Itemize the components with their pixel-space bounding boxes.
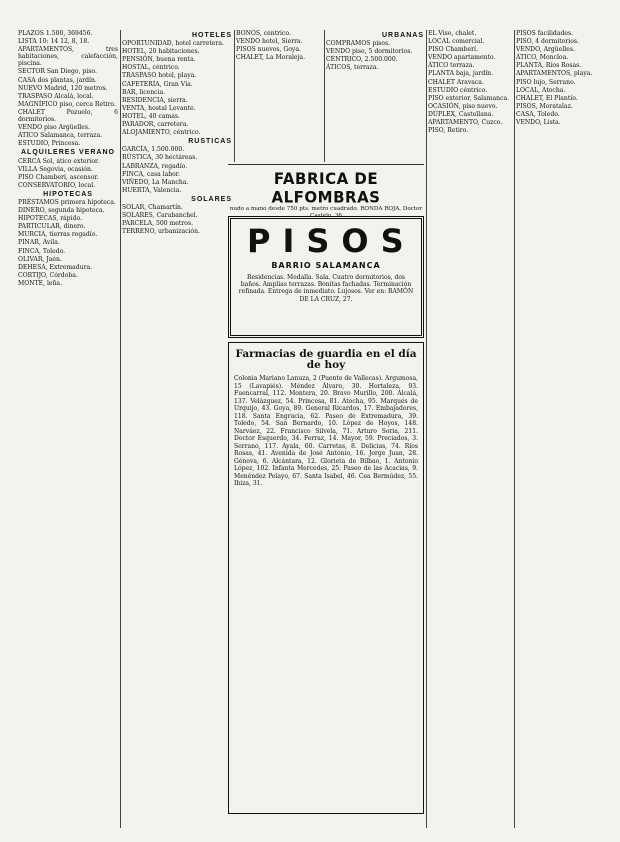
classified-ad: CÉNTRICO, 2.500.000. bbox=[326, 56, 398, 64]
classified-ad: DÚPLEX, Castellana. bbox=[428, 110, 494, 118]
classified-ad: ÁTICOS, terraza. bbox=[326, 64, 379, 72]
column-rule bbox=[426, 30, 427, 828]
classified-ad: TRASPASO Alcalá, local. bbox=[18, 92, 94, 100]
farmacias-body: Colonia Mariano Lanuza, 2 (Puente de Vallecas). Argumosa, 15 (Lavapiés). Méndez Álvaro, 30. Hortaleza, 93. Fuencarral, 112. Montera, 20. Bravo Murillo, 200. Alcalá, 137. Velázquez, 54. Princesa, 81. Atocha, 95. Marqués de Urquijo, 43. Goya, 89. General Ricardos, 17. Embajadores, 118. Santa Engracia, 62. Paseo de Extremadura, 39. Toledo, 54. San Bernardo, 10. López de Hoyos, 148. Narváez, 22. Francisco Silvela, 71. Arturo Soria, 211. Doctor Esquerdo, 34. Ferraz, 14. Mayor, 59. Preciados, 3. Serrano, 117. Ayala, 60. Carretas, 8. Delicias, 74. Ríos Rosas, 41. Avenida de José Antonio, 16. Jorge Juan, 28. Génova, 6. Alcántara, 12. Glorieta de Bilbao, 1. Antonio López, 102. Infanta Mercedes, 25. Paseo de las Acacias, 9. Menéndez Pelayo, 67. Santa Isabel, 46. Cea Bermúdez, 55. Ibiza, 31. bbox=[234, 375, 418, 487]
classified-ad: VENDO hotel, Sierra. bbox=[236, 38, 303, 46]
classified-ad: PISO lujo, Serrano. bbox=[516, 78, 576, 86]
classified-ad: ALOJAMIENTO, céntrico. bbox=[122, 129, 201, 137]
classified-ad: NUEVO Madrid, 120 metros. bbox=[18, 84, 108, 92]
column-rule bbox=[120, 30, 121, 828]
classified-ad: CORTIJO, Córdoba. bbox=[18, 271, 78, 279]
classified-ad: PISO, 4 dormitorios. bbox=[516, 38, 579, 46]
classified-ad: OCASIÓN, piso nuevo. bbox=[428, 102, 498, 110]
classified-ad: ÁTICO terraza. bbox=[428, 62, 475, 70]
fabrica-alfombras-ad bbox=[228, 170, 424, 210]
classified-ad: TRASPASO hotel, playa. bbox=[122, 72, 197, 80]
classified-ad: EL Viso, chalet. bbox=[428, 30, 477, 37]
classified-ad: ESTUDIO céntrico. bbox=[428, 86, 488, 94]
classified-ad: PLANTA baja, jardín. bbox=[428, 70, 494, 78]
pisos-salamanca-ad bbox=[228, 216, 424, 338]
classified-column-3 bbox=[236, 30, 322, 160]
classified-ad: BONOS, céntrico. bbox=[236, 30, 291, 37]
classified-ad: MONTE, leña. bbox=[18, 279, 63, 287]
farmacias-de-guardia-box bbox=[228, 342, 424, 814]
classified-ad: CHALET, El Plantío. bbox=[516, 94, 578, 102]
classified-ad: CASA, Toledo. bbox=[516, 110, 560, 118]
classified-ad: VENTA, hostal Levante. bbox=[122, 104, 196, 112]
classified-ad: MAGNÍFICO piso, cerca Retiro. bbox=[18, 100, 116, 108]
column-rule bbox=[324, 30, 325, 162]
classified-ad: DEHESA, Extremadura. bbox=[18, 263, 93, 271]
classified-ad: OPORTUNIDAD, hotel carretera. bbox=[122, 40, 224, 48]
classified-ad: PISO Chamberí, ascensor. bbox=[18, 173, 99, 181]
section-heading-solares: SOLARES bbox=[191, 195, 232, 203]
classified-ad: APARTAMENTOS, tres habitaciones, calefacción, piscina. bbox=[18, 46, 118, 68]
classified-ad: CHALET Pozuelo, 6 dormitorios. bbox=[18, 108, 118, 124]
classified-ad: LOCAL comercial. bbox=[428, 38, 485, 46]
classified-ad: PLAZOS 1.500, 369456. bbox=[18, 30, 93, 37]
classified-column-6 bbox=[516, 30, 608, 828]
classified-ad: PARADOR, carretera. bbox=[122, 121, 189, 129]
pisos-body: Residencias. Medalla. Sala. Cuatro dormitorios, dos baños. Amplias terrazas. Bonitas fachadas. Terminación refinada. Entrega de inmediato. Lujosos. Ver en: RAMÓN DE LA CRUZ, 27. bbox=[238, 274, 414, 303]
classified-ad: CHALET, La Moraleja. bbox=[236, 54, 306, 62]
classified-ad: PISO Chamberí. bbox=[428, 46, 478, 54]
classified-column-2 bbox=[122, 30, 232, 828]
classified-column-4 bbox=[326, 30, 424, 160]
classified-ad: PINAR, Ávila. bbox=[18, 239, 60, 247]
classified-ad: PARCELA, 500 metros. bbox=[122, 220, 194, 228]
classified-ad: HIPOTECAS, rápido. bbox=[18, 215, 83, 223]
classified-ad: PENSIÓN, buena renta. bbox=[122, 56, 196, 64]
classified-ad: TERRENO, urbanización. bbox=[122, 228, 200, 236]
classified-ad: ESTUDIO, Princesa. bbox=[18, 140, 81, 148]
column-rule bbox=[234, 30, 235, 162]
fabrica-subtitle: nudo a mano desde 750 pts. metro cuadrado. RONDA ROJA, Doctor bbox=[229, 206, 423, 212]
classified-ad: PRÉSTAMOS primera hipoteca. bbox=[18, 198, 116, 206]
classified-ad: DINERO, segunda hipoteca. bbox=[18, 207, 105, 215]
classified-ad: VIÑEDO, La Mancha. bbox=[122, 178, 189, 186]
classified-ad: ÁTICO Salamanca, terraza. bbox=[18, 132, 103, 140]
pisos-title: PISOS bbox=[247, 222, 416, 260]
classified-ad: APARTAMENTOS, playa. bbox=[516, 70, 593, 78]
divider bbox=[228, 164, 424, 165]
newspaper-page bbox=[14, 30, 608, 828]
classified-ad: GARCÍA, 1.500.000. bbox=[122, 146, 185, 154]
classified-ad: SECTOR San Diego, piso. bbox=[18, 68, 97, 76]
classified-ad: PISOS facilidades. bbox=[516, 30, 574, 37]
section-heading-alquileres: ALQUILERES VERANO bbox=[20, 149, 115, 157]
classified-ad: LABRANZA, regadío. bbox=[122, 162, 188, 170]
classified-ad: MURCIA, tierras regadío. bbox=[18, 231, 98, 239]
section-heading-hipotecas: HIPOTECAS bbox=[43, 190, 93, 198]
classified-ad: PLANTA, Ríos Rosas. bbox=[516, 62, 582, 70]
classified-ad: HOSTAL, céntrico. bbox=[122, 64, 180, 72]
classified-ad: VENDO, Lista. bbox=[516, 119, 561, 127]
classified-ad: CASA dos plantas, jardín. bbox=[18, 76, 97, 84]
classified-ad: VENDO apartamento. bbox=[428, 54, 496, 62]
classified-ad: CAFETERÍA, Gran Vía. bbox=[122, 80, 193, 88]
classified-ad: RÚSTICA, 30 hectáreas. bbox=[122, 154, 198, 162]
classified-ad: PISO, Retiro. bbox=[428, 127, 469, 135]
classified-ad: LISTA 10: 14 12, 8, 18. bbox=[18, 38, 90, 46]
classified-ad: PISO exterior, Salamanca. bbox=[428, 94, 510, 102]
farmacias-title: Farmacias de guardia en el día de hoy bbox=[235, 348, 417, 371]
classified-ad: COMPRAMOS pisos. bbox=[326, 40, 391, 48]
classified-ad: FINCA, Toledo. bbox=[18, 247, 66, 255]
classified-ad: PISOS, Moratalaz. bbox=[516, 102, 573, 110]
classified-ad: SOLARES, Carabanchel. bbox=[122, 212, 198, 220]
section-heading-hoteles: HOTELES bbox=[191, 32, 232, 39]
classified-ad: HOTEL, 40 camas. bbox=[122, 112, 180, 120]
classified-ad: OLIVAR, Jaén. bbox=[18, 255, 62, 263]
classified-ad: CHALET Aravaca. bbox=[428, 78, 484, 86]
classified-ad: CONSERVATORIO, local. bbox=[18, 181, 96, 189]
classified-ad: PARTICULAR, dinero. bbox=[18, 223, 86, 231]
section-heading-urbanas: URBANAS bbox=[382, 32, 424, 39]
fabrica-title: FABRICA DE ALFOMBRAS bbox=[271, 169, 381, 207]
classified-column-5 bbox=[428, 30, 512, 828]
classified-ad: FINCA, casa labor. bbox=[122, 170, 180, 178]
pisos-subtitle: BARRIO SALAMANCA bbox=[271, 261, 381, 270]
classified-ad: PISOS nuevos, Goya. bbox=[236, 46, 301, 54]
classified-ad: LOCAL, Atocha. bbox=[516, 86, 566, 94]
classified-ad: BAR, licencia. bbox=[122, 88, 166, 96]
classified-column-1 bbox=[18, 30, 118, 828]
classified-ad: VENDO piso Argüelles. bbox=[18, 124, 90, 132]
classified-ad: CERCA Sol, ático exterior. bbox=[18, 157, 100, 165]
classified-ad: VENDO piso, 5 dormitorios. bbox=[326, 48, 413, 56]
classified-ad: APARTAMENTO, Cuzco. bbox=[428, 119, 503, 127]
classified-ad: VILLA Segovia, ocasión. bbox=[18, 165, 93, 173]
classified-ad: VENDO, Argüelles. bbox=[516, 46, 575, 54]
classified-ad: HOTEL, 20 habitaciones. bbox=[122, 48, 200, 56]
classified-ad: RESIDENCIA, sierra. bbox=[122, 96, 188, 104]
classified-ad: HUERTA, Valencia. bbox=[122, 186, 182, 194]
classified-ad: SOLAR, Chamartín. bbox=[122, 203, 183, 211]
section-heading-rusticas: RUSTICAS bbox=[188, 138, 232, 146]
column-rule bbox=[514, 30, 515, 828]
classified-ad: ÁTICO, Moncloa. bbox=[516, 54, 569, 62]
